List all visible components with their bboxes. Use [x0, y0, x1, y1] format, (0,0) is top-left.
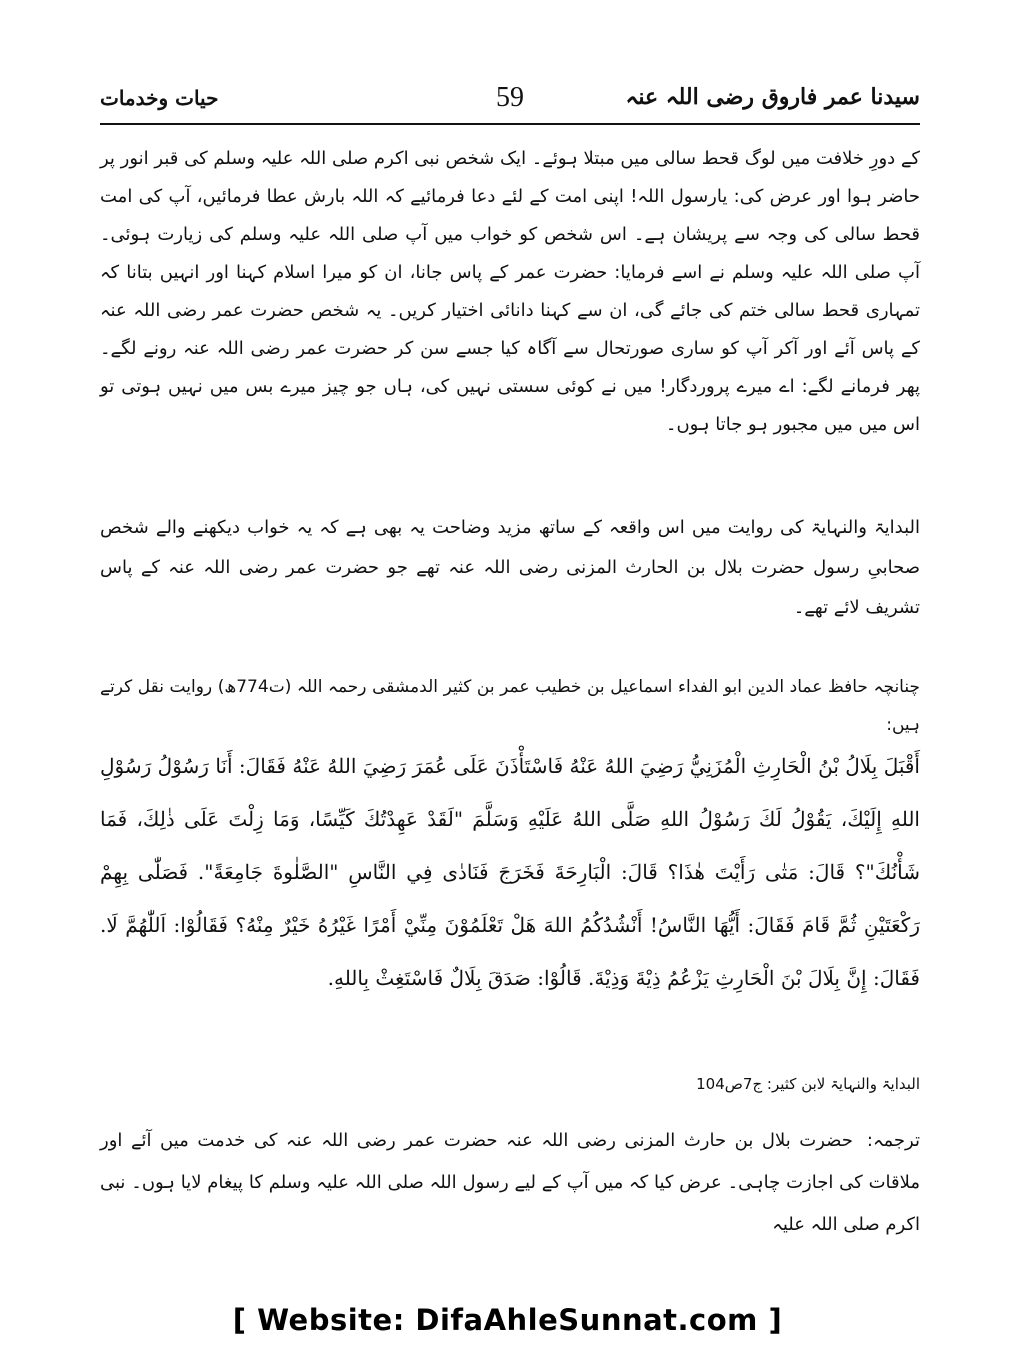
website-footer: [ Website: DifaAhleSunnat.com ] — [232, 1303, 783, 1337]
translation-paragraph — [100, 1120, 920, 1246]
page-header — [100, 82, 920, 122]
narrative-paragraph-2: البدایۃ والنہایۃ کی روایت میں اس واقعہ کے ساتھ مزید وضاحت یہ بھی ہے کہ یہ خواب دیکھنے والے شخص صحابیِ رسول حضرت بلال بن الحارث المزنی رضی اللہ عنہ تھے جو حضرت عمر رضی اللہ عنہ کے پاس تشریف لائے تھے۔ — [100, 517, 920, 618]
page-number: 59 — [496, 82, 524, 113]
narrative-paragraph-3: چنانچہ حافظ عماد الدین ابو الفداء اسماعیل بن خطیب عمر بن کثیر الدمشقی رحمہ اللہ (ت774ھ) روایت نقل کرتے ہیں: — [100, 677, 920, 735]
header-divider — [100, 123, 920, 125]
source-reference: البدایۃ والنہایۃ لابن کثیر: ج7ص104 — [696, 1075, 920, 1093]
translation-label: ترجمہ: — [866, 1130, 920, 1151]
narrative-paragraph-1: کے دورِ خلافت میں لوگ قحط سالی میں مبتلا ہوئے۔ ایک شخص نبی اکرم صلی اللہ علیہ وسلم کی قبر انور پر حاضر ہوا اور عرض کی: یارسول اللہ! اپنی امت کے لئے دعا فرمائیے کہ اللہ بارش عطا فرمائیں، آپ کی امت قحط سالی کی وجہ سے پریشان ہے۔ اس شخص کو خواب میں آپ صلی اللہ علیہ وسلم کی زیارت ہوئی۔ آپ صلی اللہ علیہ وسلم نے اسے فرمایا: حضرت عمر کے پاس جانا، ان کو میرا اسلام کہنا اور انہیں بتانا کہ تمہاری قحط سالی ختم کی جائے گی، ان سے کہنا دانائی اختیار کریں۔ یہ شخص حضرت عمر رضی اللہ عنہ کے پاس آئے اور آکر آپ کو ساری صورتحال سے آگاہ کیا جسے سن کر حضرت عمر رضی اللہ عنہ رونے لگے۔ پھر فرمانے لگے: اے میرے پروردگار! میں نے کوئی سستی نہیں کی، ہاں جو چیز میرے بس میں نہیں ہوتی تو اس میں میں مجبور ہو جاتا ہوں۔ — [100, 148, 920, 435]
section-title: حیات وخدمات — [100, 86, 219, 110]
translation-text: حضرت بلال بن حارث المزنی رضی اللہ عنہ حضرت عمر رضی اللہ عنہ کی خدمت میں آئے اور ملاقات کی اجازت چاہی۔ عرض کیا کہ میں آپ کے لیے رسول اللہ صلی اللہ علیہ وسلم کا پیغام لایا ہوں۔ نبی اکرم صلی اللہ علیہ — [100, 1130, 920, 1235]
book-title: سیدنا عمر فاروق رضی اللہ عنہ — [625, 84, 920, 110]
arabic-quotation: أَقْبَلَ بِلَالُ بْنُ الْحَارِثِ الْمُزَنِيُّ رَضِيَ اللهُ عَنْهُ فَاسْتَأْذَنَ عَلَى عُمَرَ رَضِيَ اللهُ عَنْهُ فَقَالَ: أَنَا رَسُوْلُ رَسُوْلِ اللهِ إِلَيْكَ، يَقُوْلُ لَكَ رَسُوْلُ اللهِ صَلَّى اللهُ عَلَيْهِ وَسَلَّمَ "لَقَدْ عَهِدْتُكَ كَيِّسًا، وَمَا زِلْتَ عَلَى ذٰلِكَ، فَمَا شَأْنُكَ"؟ قَالَ: مَتٰى رَأَيْتَ هٰذَا؟ قَالَ: الْبَارِحَةَ فَخَرَجَ فَنَادٰى فِي النَّاسِ "الصَّلٰوةَ جَامِعَةً". فَصَلّٰى بِهِمْ رَكْعَتَيْنِ ثُمَّ قَامَ فَقَالَ: أَيُّهَا النَّاسُ! أَنْشُدُكُمُ اللهَ هَلْ تَعْلَمُوْنَ مِنِّيْ أَمْرًا غَيْرُهُ خَيْرٌ مِنْهُ؟ فَقَالُوْا: اَللّٰهُمَّ لَا. فَقَالَ: إِنَّ بِلَالَ بْنَ الْحَارِثِ يَزْعُمُ ذِيْةَ وَذِيْةَ. قَالُوْا: صَدَقَ بِلَالٌ فَاسْتَغِثْ بِاللهِ. — [100, 754, 920, 990]
